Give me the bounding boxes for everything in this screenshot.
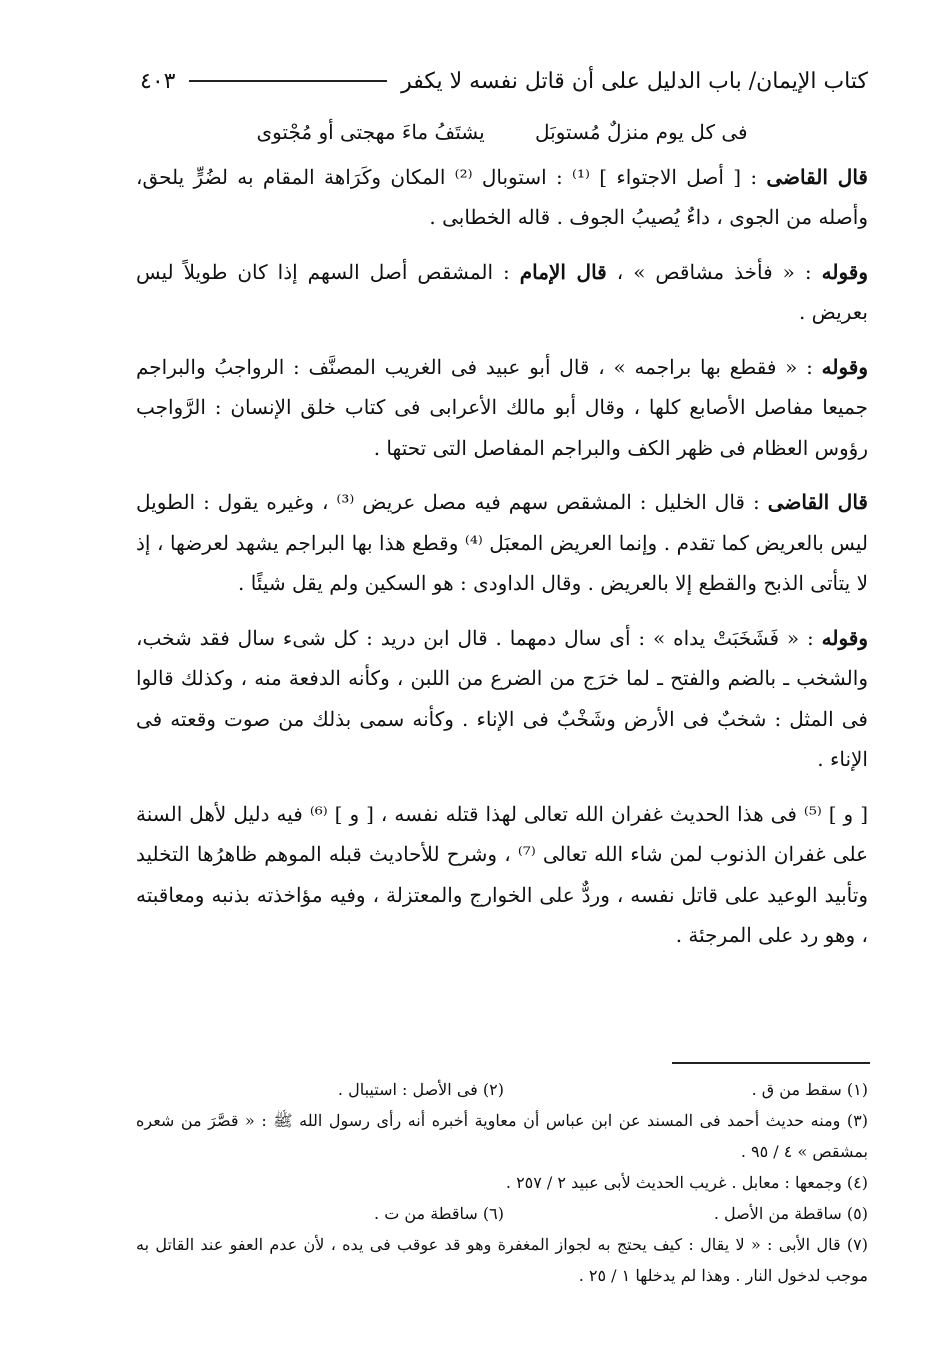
paragraph-5: [136, 618, 868, 780]
running-title: كتاب الإيمان/ باب الدليل على أن قاتل نفسه لا يكفر: [401, 68, 868, 94]
verse-hemistich-2: يشتَفُ ماءَ مهجتى أو مُجْتوى: [256, 120, 485, 144]
poetry-verse: [136, 112, 868, 153]
paragraph-6-text: [ و ] ⁽⁵⁾ فى هذا الحديث غفران الله تعالى لهذا قتله نفسه ، [ و ] ⁽⁶⁾ فيه دليل لأهل السنة على غفران الذنوب لمن شاء الله تعالى ⁽⁷⁾ ، وشرح للأحاديث قبله الموهم ظاهرُها التخليد وتأبيد الوعيد على قاتل نفسه ، وردٌّ على الخوارج والمعتزلة ، وفيه مؤاخذته بذنبه ومعاقبته ، وهو رد على المرجئة .: [136, 801, 869, 947]
header-rule: [189, 80, 387, 82]
footnote-row-1-2: [136, 1074, 868, 1105]
paragraph-4-lead: قال القاضى: [767, 490, 868, 514]
paragraph-3: [136, 347, 868, 469]
paragraph-1-lead: قال القاضى: [766, 164, 868, 189]
paragraph-2-lead: وقوله: [821, 259, 868, 284]
footnote-7: (٧) قال الأبى : « لا يقال : كيف يحتج به لجواز المغفرة وهو قد عوقب فى يده ، لأن عدم العفو عند القاتل به موجب لدخول النار . وهذا لم يدخلها ١ / ٢٥ .: [136, 1235, 868, 1285]
paragraph-4: [136, 482, 868, 604]
paragraph-4-text: : قال الخليل : المشقص سهم فيه مصل عريض ⁽³⁾ ، وغيره يقول : الطويل ليس بالعريض كما تقدم . وإنما العريض المعبَل ⁽⁴⁾ وقطع هذا بها البراجم يشهد لعرضها ، إذ لا يتأتى الذبح والقطع إلا بالعريض . وقال الداودى : هو السكين ولم يقل شيئًا .: [136, 490, 869, 595]
footnote-4: (٤) وجمعها : معابل . غريب الحديث لأبى عبيد ٢ / ٢٥٧ .: [505, 1173, 868, 1192]
footnote-row-5-6: [136, 1198, 868, 1229]
verse-hemistich-1: فى كل يوم منزلٌ مُستوبَل: [535, 120, 748, 144]
footnote-5: (٥) ساقطة من الأصل .: [713, 1204, 868, 1223]
footnote-1: (١) سقط من ق .: [751, 1080, 868, 1099]
footnote-separator: [672, 1062, 870, 1064]
paragraph-5-text: : « فَشَخَبَتْ يداه » : أى سال دمهما . قال ابن دريد : كل شىء سال فقد شخب، والشخب ـ بالضم والفتح ـ لما خرَج من الضرع من اللبن ، وكأنه الدفعة منه ، وكذلك قالوا فى المثل : شخبٌ فى الأرض وشَخْبٌ فى الإناء . وكأنه سمى بذلك من صوت وقعته فى الإناء .: [136, 625, 868, 771]
paragraph-5-lead: وقوله: [821, 625, 868, 650]
footnote-6: (٦) ساقطة من ت .: [374, 1204, 504, 1223]
paragraph-3-text: : « فقطع بها براجمه » ، قال أبو عبيد فى الغريب المصنَّف : الرواجبُ والبراجم جميعا مفاصل الأصابع كلها ، وقال أبو مالك الأعرابى فى كتاب خلق الإنسان : الرَّواجب رؤوس العظام فى ظهر الكف والبراجم المفاصل التى تحتها .: [136, 354, 868, 460]
paragraph-3-lead: وقوله: [821, 354, 868, 379]
paragraph-2: [136, 252, 868, 333]
footnote-2: (٢) فى الأصل : استيبال .: [337, 1080, 504, 1099]
paragraph-1-text: : [ أصل الاجتواء ] ⁽¹⁾ : استوبال ⁽²⁾ المكان وكَرَاهة المقام به لضُرٍّ يلحق، وأصله من الجوى ، داءٌ يُصيبُ الجوف . قاله الخطابى .: [136, 164, 868, 229]
paragraph-2-text-2: : المشقص أصل السهم إذا كان طويلاً ليس بعريض .: [136, 259, 868, 324]
running-header: [140, 64, 868, 98]
footnotes: [136, 1074, 868, 1291]
page-number: ٤٠٣: [140, 68, 176, 94]
main-text: [136, 112, 868, 970]
paragraph-2-text: : « فأخذ مشاقص » ،: [606, 259, 822, 284]
paragraph-2-lead-2: قال الإمام: [519, 259, 607, 284]
footnote-3: (٣) ومنه حديث أحمد فى المسند عن ابن عباس أن معاوية أخبره أنه رأى رسول الله ﷺ : « قصَّرَ من شعره بمشقص » ٤ / ٩٥ .: [136, 1111, 869, 1161]
paragraph-1: [136, 157, 868, 238]
paragraph-6: [136, 794, 868, 956]
